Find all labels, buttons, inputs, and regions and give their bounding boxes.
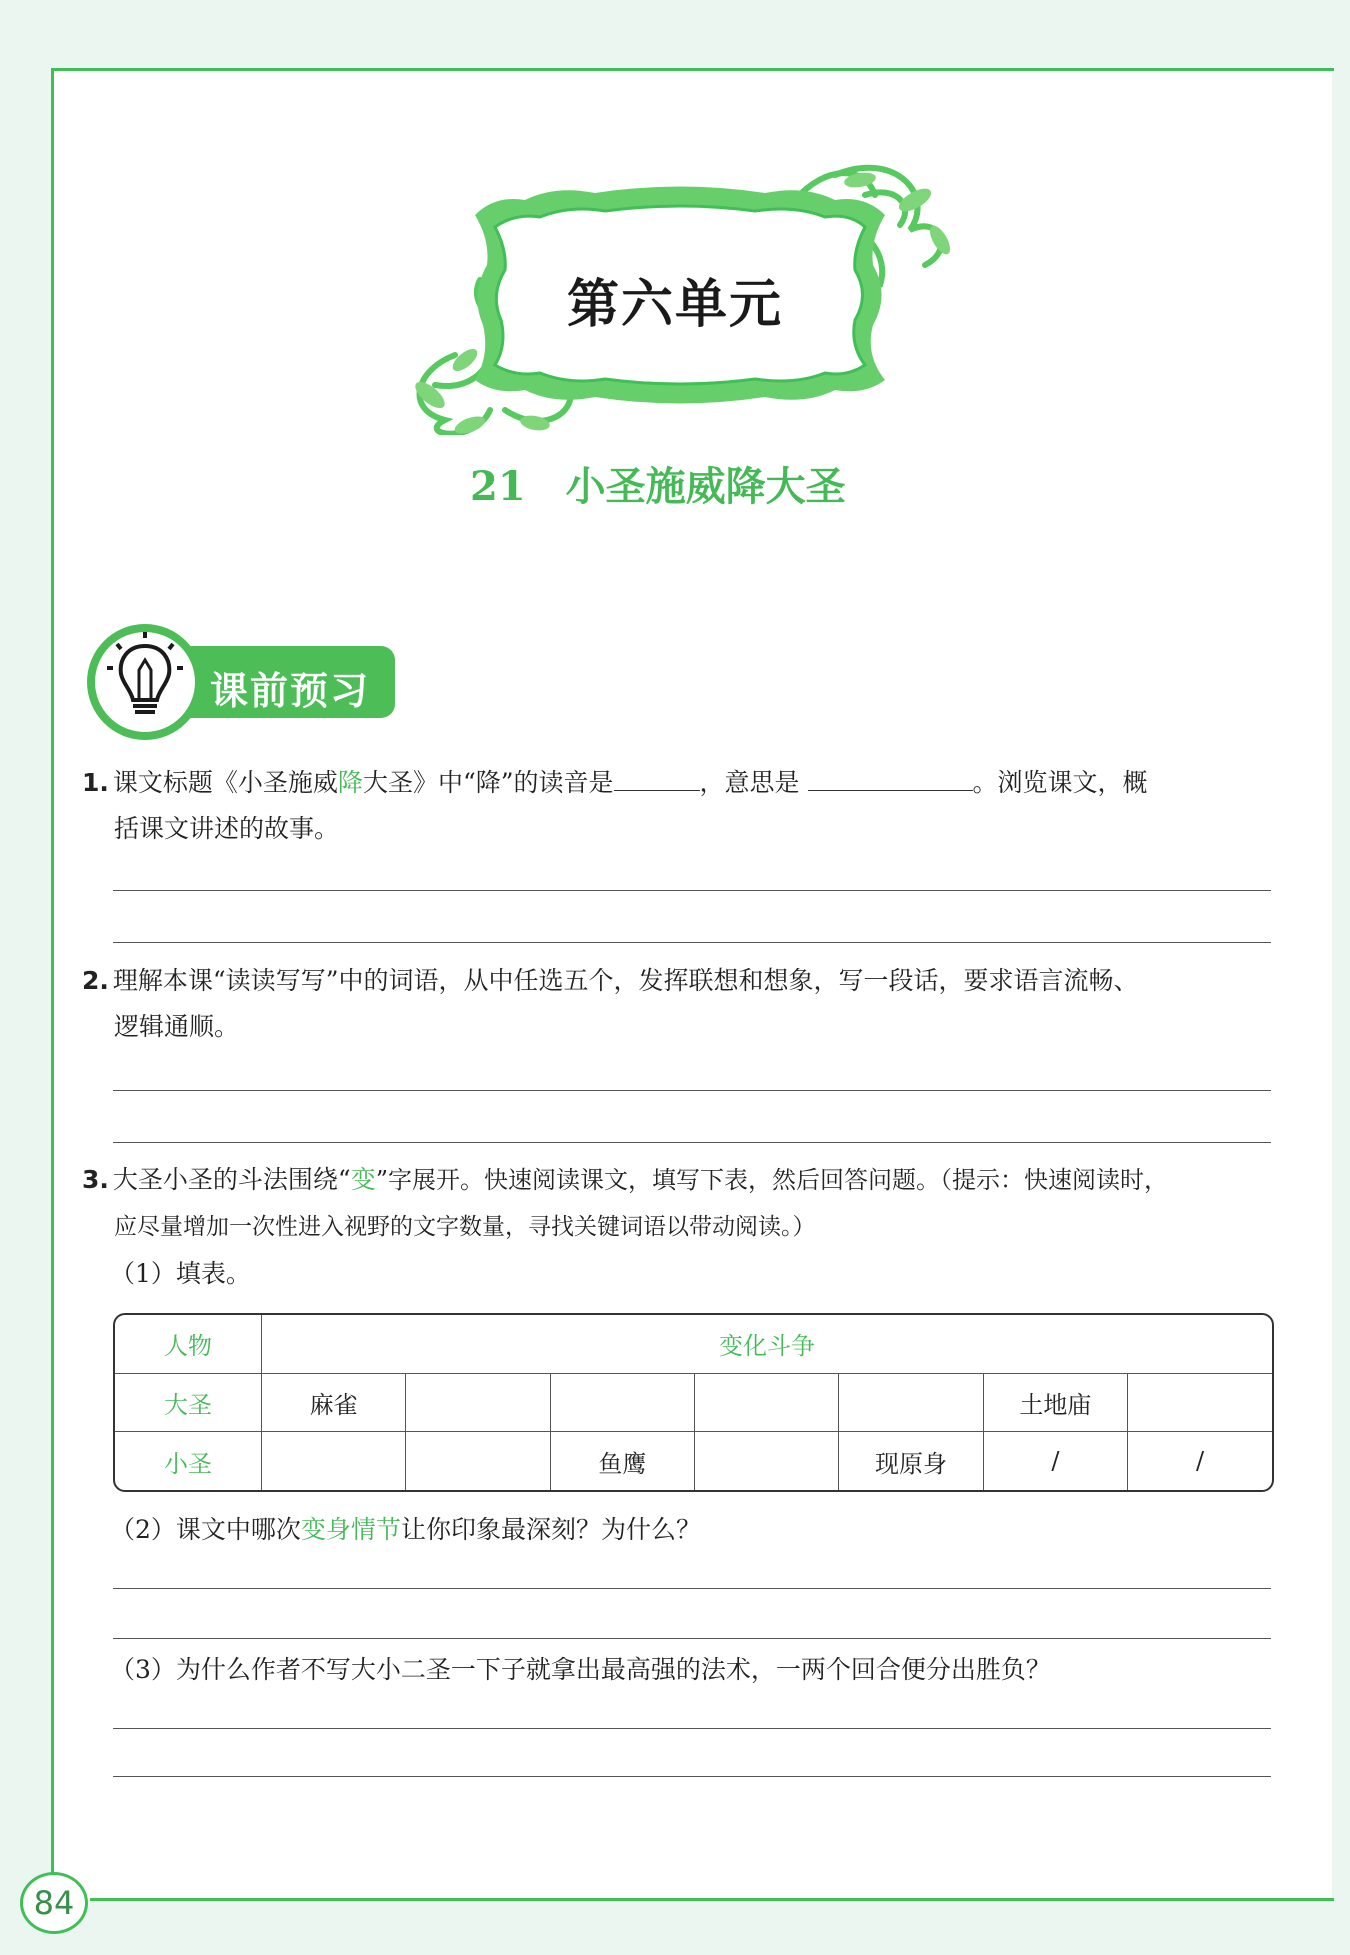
question-3: [82, 1157, 1168, 1250]
question-text: 大圣小圣的斗法围绕“: [112, 1165, 351, 1194]
question-2: [82, 958, 1138, 1050]
table-cell[interactable]: [550, 1373, 694, 1432]
question-text: （2）课文中哪次: [110, 1515, 301, 1544]
table-cell[interactable]: 麻雀: [262, 1373, 406, 1432]
table-cell[interactable]: 土地庙: [983, 1373, 1127, 1432]
question-text: 大圣》中“降”的读音是: [362, 768, 614, 797]
question-text: ”字展开。快速阅读课文，填写下表，然后回答问题。（提示：快速阅读时，: [375, 1166, 1168, 1194]
table-row: [115, 1432, 1272, 1490]
sub-question-3: （3）为什么作者不写大小二圣一下子就拿出最高强的法术，一两个回合便分出胜负？: [110, 1655, 1051, 1684]
question-number: 3.: [82, 1165, 109, 1194]
table-cell[interactable]: 现原身: [839, 1432, 983, 1490]
answer-line[interactable]: [113, 1588, 1271, 1589]
table-cell[interactable]: [695, 1432, 839, 1490]
table-header-cell: 变化斗争: [262, 1315, 1273, 1373]
table-cell[interactable]: [695, 1373, 839, 1432]
question-text: 括课文讲述的故事。: [114, 814, 340, 843]
sub-question-1: （1）填表。: [110, 1259, 251, 1288]
table-cell[interactable]: [406, 1432, 550, 1490]
question-number: 2.: [82, 966, 109, 995]
question-text: 理解本课“读读写写”中的词语，从中任选五个，发挥联想和想象，写一段话，要求语言流畅、: [112, 966, 1139, 995]
section-label: 课前预习: [210, 669, 371, 713]
frame-top-border: [52, 68, 1334, 71]
answer-line[interactable]: [113, 1638, 1271, 1639]
question-text: 。浏览课文，概: [972, 768, 1148, 797]
question-text: 让你印象最深刻？为什么？: [400, 1515, 701, 1544]
frame-left-border: [51, 68, 54, 1888]
answer-line[interactable]: [113, 942, 1271, 943]
question-text: 逻辑通顺。: [114, 1012, 240, 1041]
answer-blank-meaning[interactable]: [808, 762, 973, 791]
frame-bottom-border: [90, 1898, 1334, 1901]
unit-title: 第六单元: [566, 275, 783, 335]
table-header-row: [115, 1315, 1272, 1373]
highlight-text: 变身情节: [300, 1515, 401, 1544]
table-cell[interactable]: 鱼鹰: [550, 1432, 694, 1490]
answer-line[interactable]: [113, 1728, 1271, 1729]
lesson-number: 21: [470, 463, 526, 510]
table-row: [115, 1373, 1272, 1432]
table-header-cell: 人物: [115, 1315, 262, 1373]
answer-line[interactable]: [113, 1090, 1271, 1091]
table-cell[interactable]: [262, 1432, 406, 1490]
question-1: [82, 760, 1148, 852]
table-row-label: 大圣: [115, 1373, 262, 1432]
highlight-text: 变: [350, 1165, 376, 1194]
lesson-name: 小圣施威降大圣: [565, 463, 846, 510]
change-battle-table: [113, 1313, 1274, 1492]
table-cell[interactable]: [406, 1373, 550, 1432]
table-cell[interactable]: /: [983, 1432, 1127, 1490]
answer-line[interactable]: [113, 890, 1271, 891]
answer-line[interactable]: [113, 1776, 1271, 1777]
question-hint: 应尽量增加一次性进入视野的文字数量，寻找关键词语以带动阅读。）: [114, 1214, 816, 1240]
answer-line[interactable]: [113, 1142, 1271, 1143]
table-row-label: 小圣: [115, 1432, 262, 1490]
table-cell[interactable]: [839, 1373, 983, 1432]
question-text: ，意思是: [699, 768, 800, 797]
question-text: 课文标题《小圣施威: [112, 768, 338, 797]
table-cell[interactable]: [1128, 1373, 1272, 1432]
question-number: 1.: [82, 768, 109, 797]
lesson-title: [470, 455, 846, 512]
answer-blank-pronunciation[interactable]: [614, 762, 700, 791]
highlight-text: 降: [337, 768, 363, 797]
table-cell[interactable]: /: [1128, 1432, 1272, 1490]
sub-question-2: [110, 1510, 701, 1550]
page-number: 84: [20, 1872, 88, 1934]
